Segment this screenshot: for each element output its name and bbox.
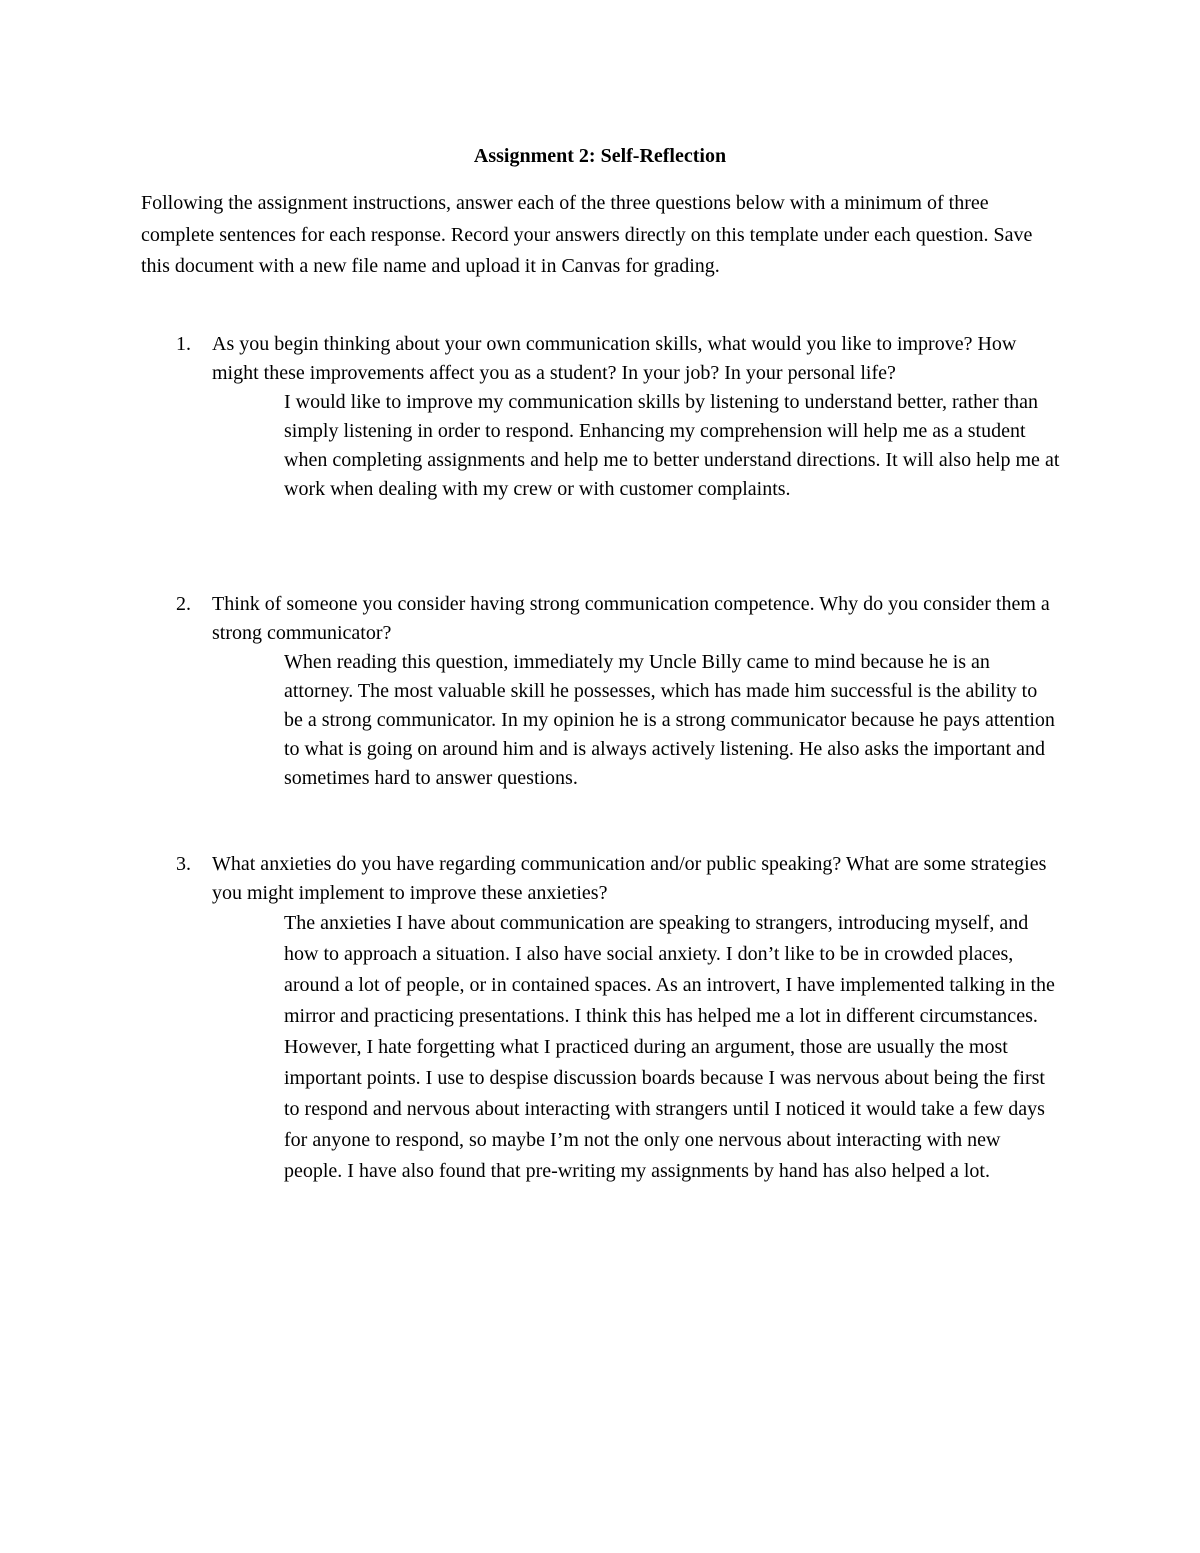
answer-text: I would like to improve my communication skills by listening to understand better, rather than simply listening in order to respond. Enhancing my comprehension will help me as a student when completing assignments and help me to better understand directions. It will also help me at work when dealing with my crew or with customer complaints. [284,391,1060,500]
question-text: Think of someone you consider having strong communication competence. Why do you consider them a strong communicator? [212,593,1050,644]
question-text: What anxieties do you have regarding communication and/or public speaking? What are some strategies you might implement to improve these anxieties? [212,853,1047,904]
question-text: As you begin thinking about your own communication skills, what would you like to improve? How might these improvements affect you as a student? In your job? In your personal life? [212,333,1017,384]
question-number: 2. [176,593,191,615]
question-item-1 [141,330,1061,504]
answer-text: When reading this question, immediately my Uncle Billy came to mind because he is an attorney. The most valuable skill he possesses, which has made him successful is the ability to be a strong communicator. In my opinion he is a strong communicator because he pays attention to what is going on around him and is always actively listening. He also asks the important and sometimes hard to answer questions. [284,651,1055,789]
question-number: 3. [176,853,191,875]
question-item-3 [141,850,1061,1187]
question-number: 1. [176,333,191,355]
answer-text: The anxieties I have about communication are speaking to strangers, introducing myself, and how to approach a situation. I also have social anxiety. I don’t like to be in crowded places, around a lot of people, or in contained spaces. As an introvert, I have implemented talking in the mirror and practicing presentations. I think this has helped me a lot in different circumstances. However, I hate forgetting what I practiced during an argument, those are usually the most important points. I use to despise discussion boards because I was nervous about being the first to respond and nervous about interacting with strangers until I noticed it would take a few days for anyone to respond, so maybe I’m not the only one nervous about interacting with new people. I have also found that pre-writing my assignments by hand has also helped a lot. [284,912,1055,1182]
document-title: Assignment 2: Self-Reflection [473,145,727,167]
question-item-2 [141,590,1061,793]
instructions-paragraph: Following the assignment instructions, answer each of the three questions below with a minimum of three complete sentences for each response. Record your answers directly on this template under each question. Save this document with a new file name and upload it in Canvas for grading. [141,192,1033,277]
